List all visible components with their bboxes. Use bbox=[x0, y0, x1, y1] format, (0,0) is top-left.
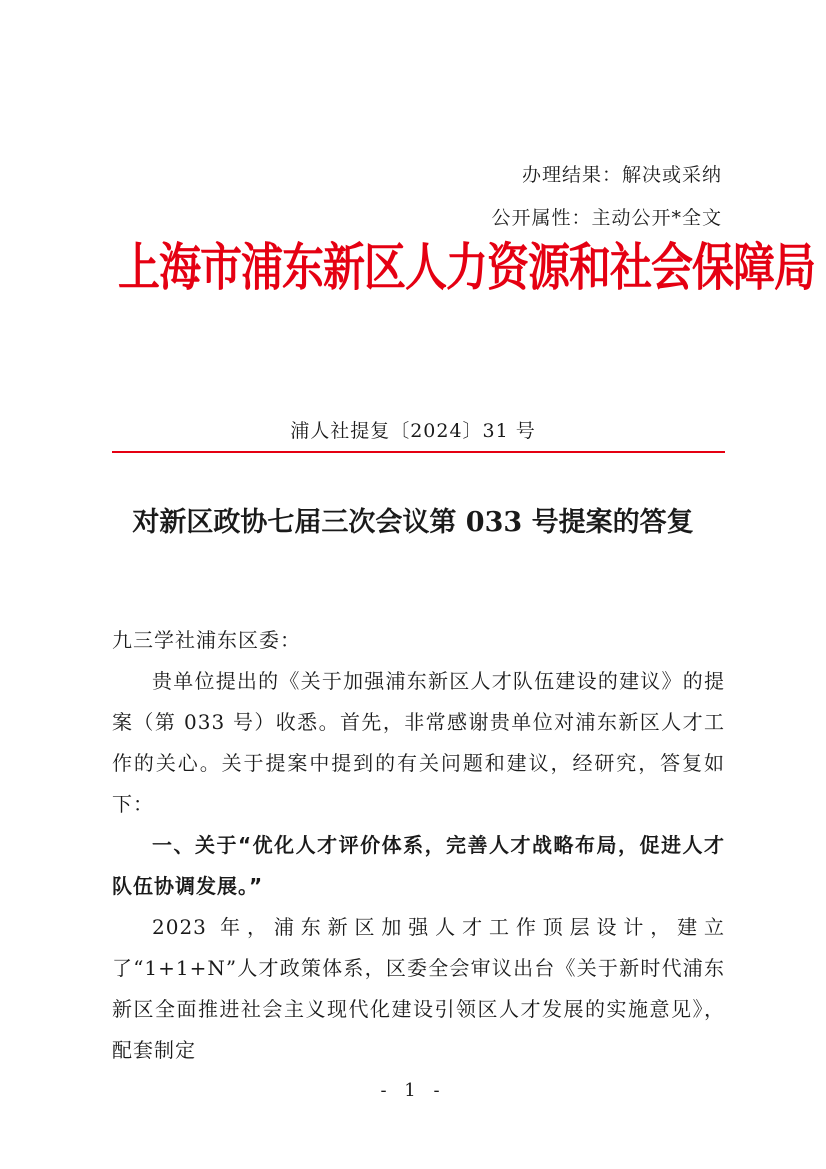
section-heading: 一、关于“优化人才评价体系，完善人才战略布局，促进人才队伍协调发展。” bbox=[112, 833, 725, 898]
disclosure-attribute: 公开属性：主动公开*全文 bbox=[491, 207, 722, 229]
paragraph: 2023 年，浦东新区加强人才工作顶层设计，建立了“1+1+N”人才政策体系，区委全会审议出台《关于新时代浦东新区全面推进社会主义现代化建设引领区人才发展的实施意见》，配套制定 bbox=[112, 915, 725, 1062]
document-number: 浦人社提复〔2024〕31 号 bbox=[290, 420, 536, 442]
page-number: - 1 - bbox=[380, 1080, 446, 1101]
red-divider bbox=[112, 451, 725, 453]
paragraph: 贵单位提出的《关于加强浦东新区人才队伍建设的建议》的提案（第 033 号）收悉。首先，非常感谢贵单位对浦东新区人才工作的关心。关于提案中提到的有关问题和建议，经研究，答复如下： bbox=[112, 669, 725, 816]
issuing-organization: 上海市浦东新区人力资源和社会保障局 bbox=[118, 237, 816, 298]
salutation: 九三学社浦东区委： bbox=[112, 628, 301, 652]
handling-result: 办理结果：解决或采纳 bbox=[521, 164, 722, 186]
document-body bbox=[112, 620, 725, 1071]
document-title: 对新区政协七届三次会议第 033 号提案的答复 bbox=[132, 507, 694, 538]
